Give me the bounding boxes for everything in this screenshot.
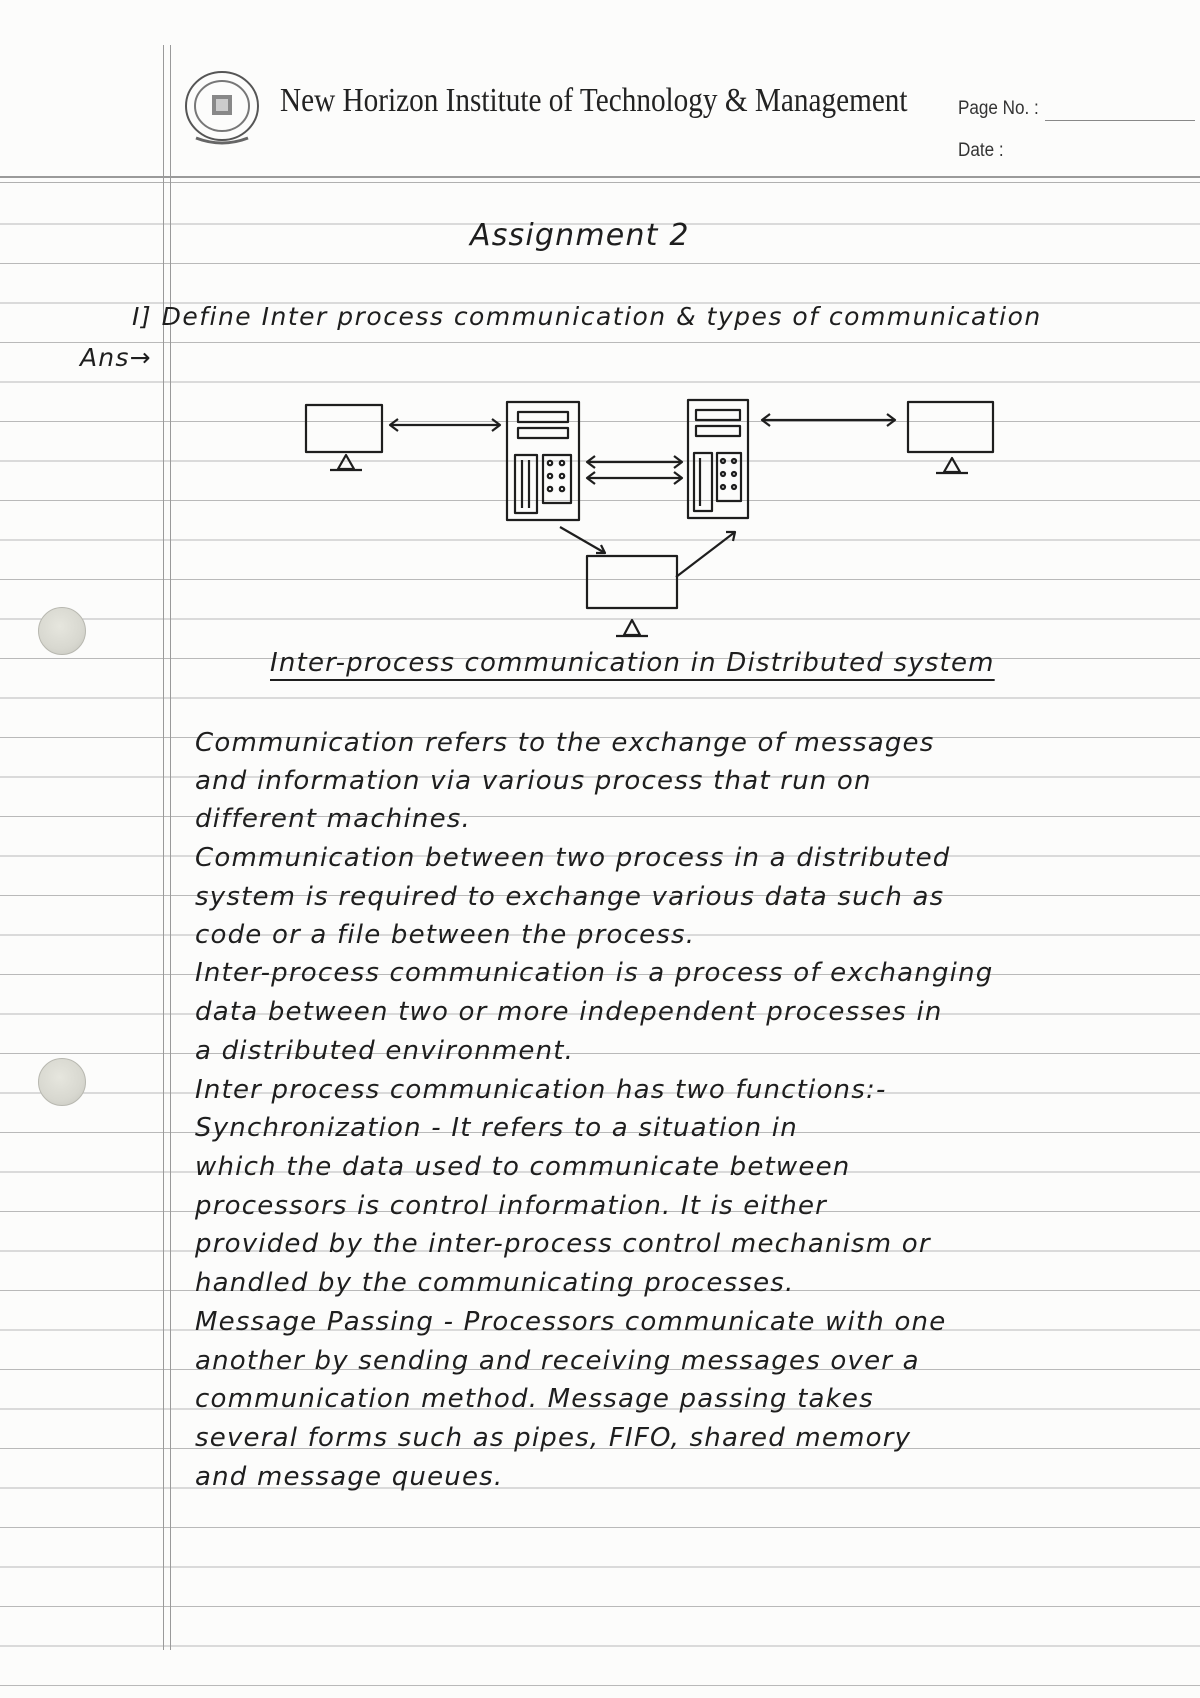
connection-arrows xyxy=(390,414,895,577)
institute-name: New Horizon Institute of Technology & Management xyxy=(280,82,908,119)
question-text: I] Define Inter process communication & types of communication xyxy=(132,302,1042,331)
answer-marker: Ans→ xyxy=(80,343,152,372)
answer-line: Inter process communication has two functions:- xyxy=(195,1075,887,1105)
answer-line: Message Passing - Processors communicate with one xyxy=(195,1307,947,1337)
answer-line: and information via various process that run on xyxy=(195,766,872,796)
diagram-caption: Inter-process communication in Distributed system xyxy=(270,648,995,678)
answer-line: different machines. xyxy=(195,804,471,834)
assignment-title: Assignment 2 xyxy=(470,218,690,253)
server-left xyxy=(507,402,579,520)
answer-line: processors is control information. It is either xyxy=(195,1191,828,1221)
answer-line: and message queues. xyxy=(195,1462,504,1492)
server-right xyxy=(688,400,748,518)
answer-line: handled by the communicating processes. xyxy=(195,1268,795,1298)
answer-line: system is required to exchange various data such as xyxy=(195,882,945,912)
answer-line: provided by the inter-process control mechanism or xyxy=(195,1229,931,1259)
client-bottom-monitor xyxy=(587,556,677,636)
ipc-diagram xyxy=(0,0,1200,700)
answer-line: a distributed environment. xyxy=(195,1036,575,1066)
answer-line: Inter-process communication is a process of exchanging xyxy=(195,958,994,988)
answer-line: another by sending and receiving messages over a xyxy=(195,1346,920,1376)
date-label: Date : xyxy=(958,140,1004,161)
answer-line: communication method. Message passing takes xyxy=(195,1384,874,1414)
client-right-monitor xyxy=(908,402,993,473)
answer-line: several forms such as pipes, FIFO, shared memory xyxy=(195,1423,912,1453)
answer-line: Communication between two process in a distributed xyxy=(195,843,951,873)
client-left-monitor xyxy=(306,405,382,470)
answer-line: which the data used to communicate between xyxy=(195,1152,851,1182)
answer-line: Communication refers to the exchange of messages xyxy=(195,728,935,758)
answer-line: code or a file between the process. xyxy=(195,920,696,950)
answer-line: Synchronization - It refers to a situation in xyxy=(195,1113,798,1143)
answer-line: data between two or more independent processes in xyxy=(195,997,943,1027)
page-number-label: Page No. : xyxy=(958,98,1039,119)
punch-hole xyxy=(38,1058,86,1106)
